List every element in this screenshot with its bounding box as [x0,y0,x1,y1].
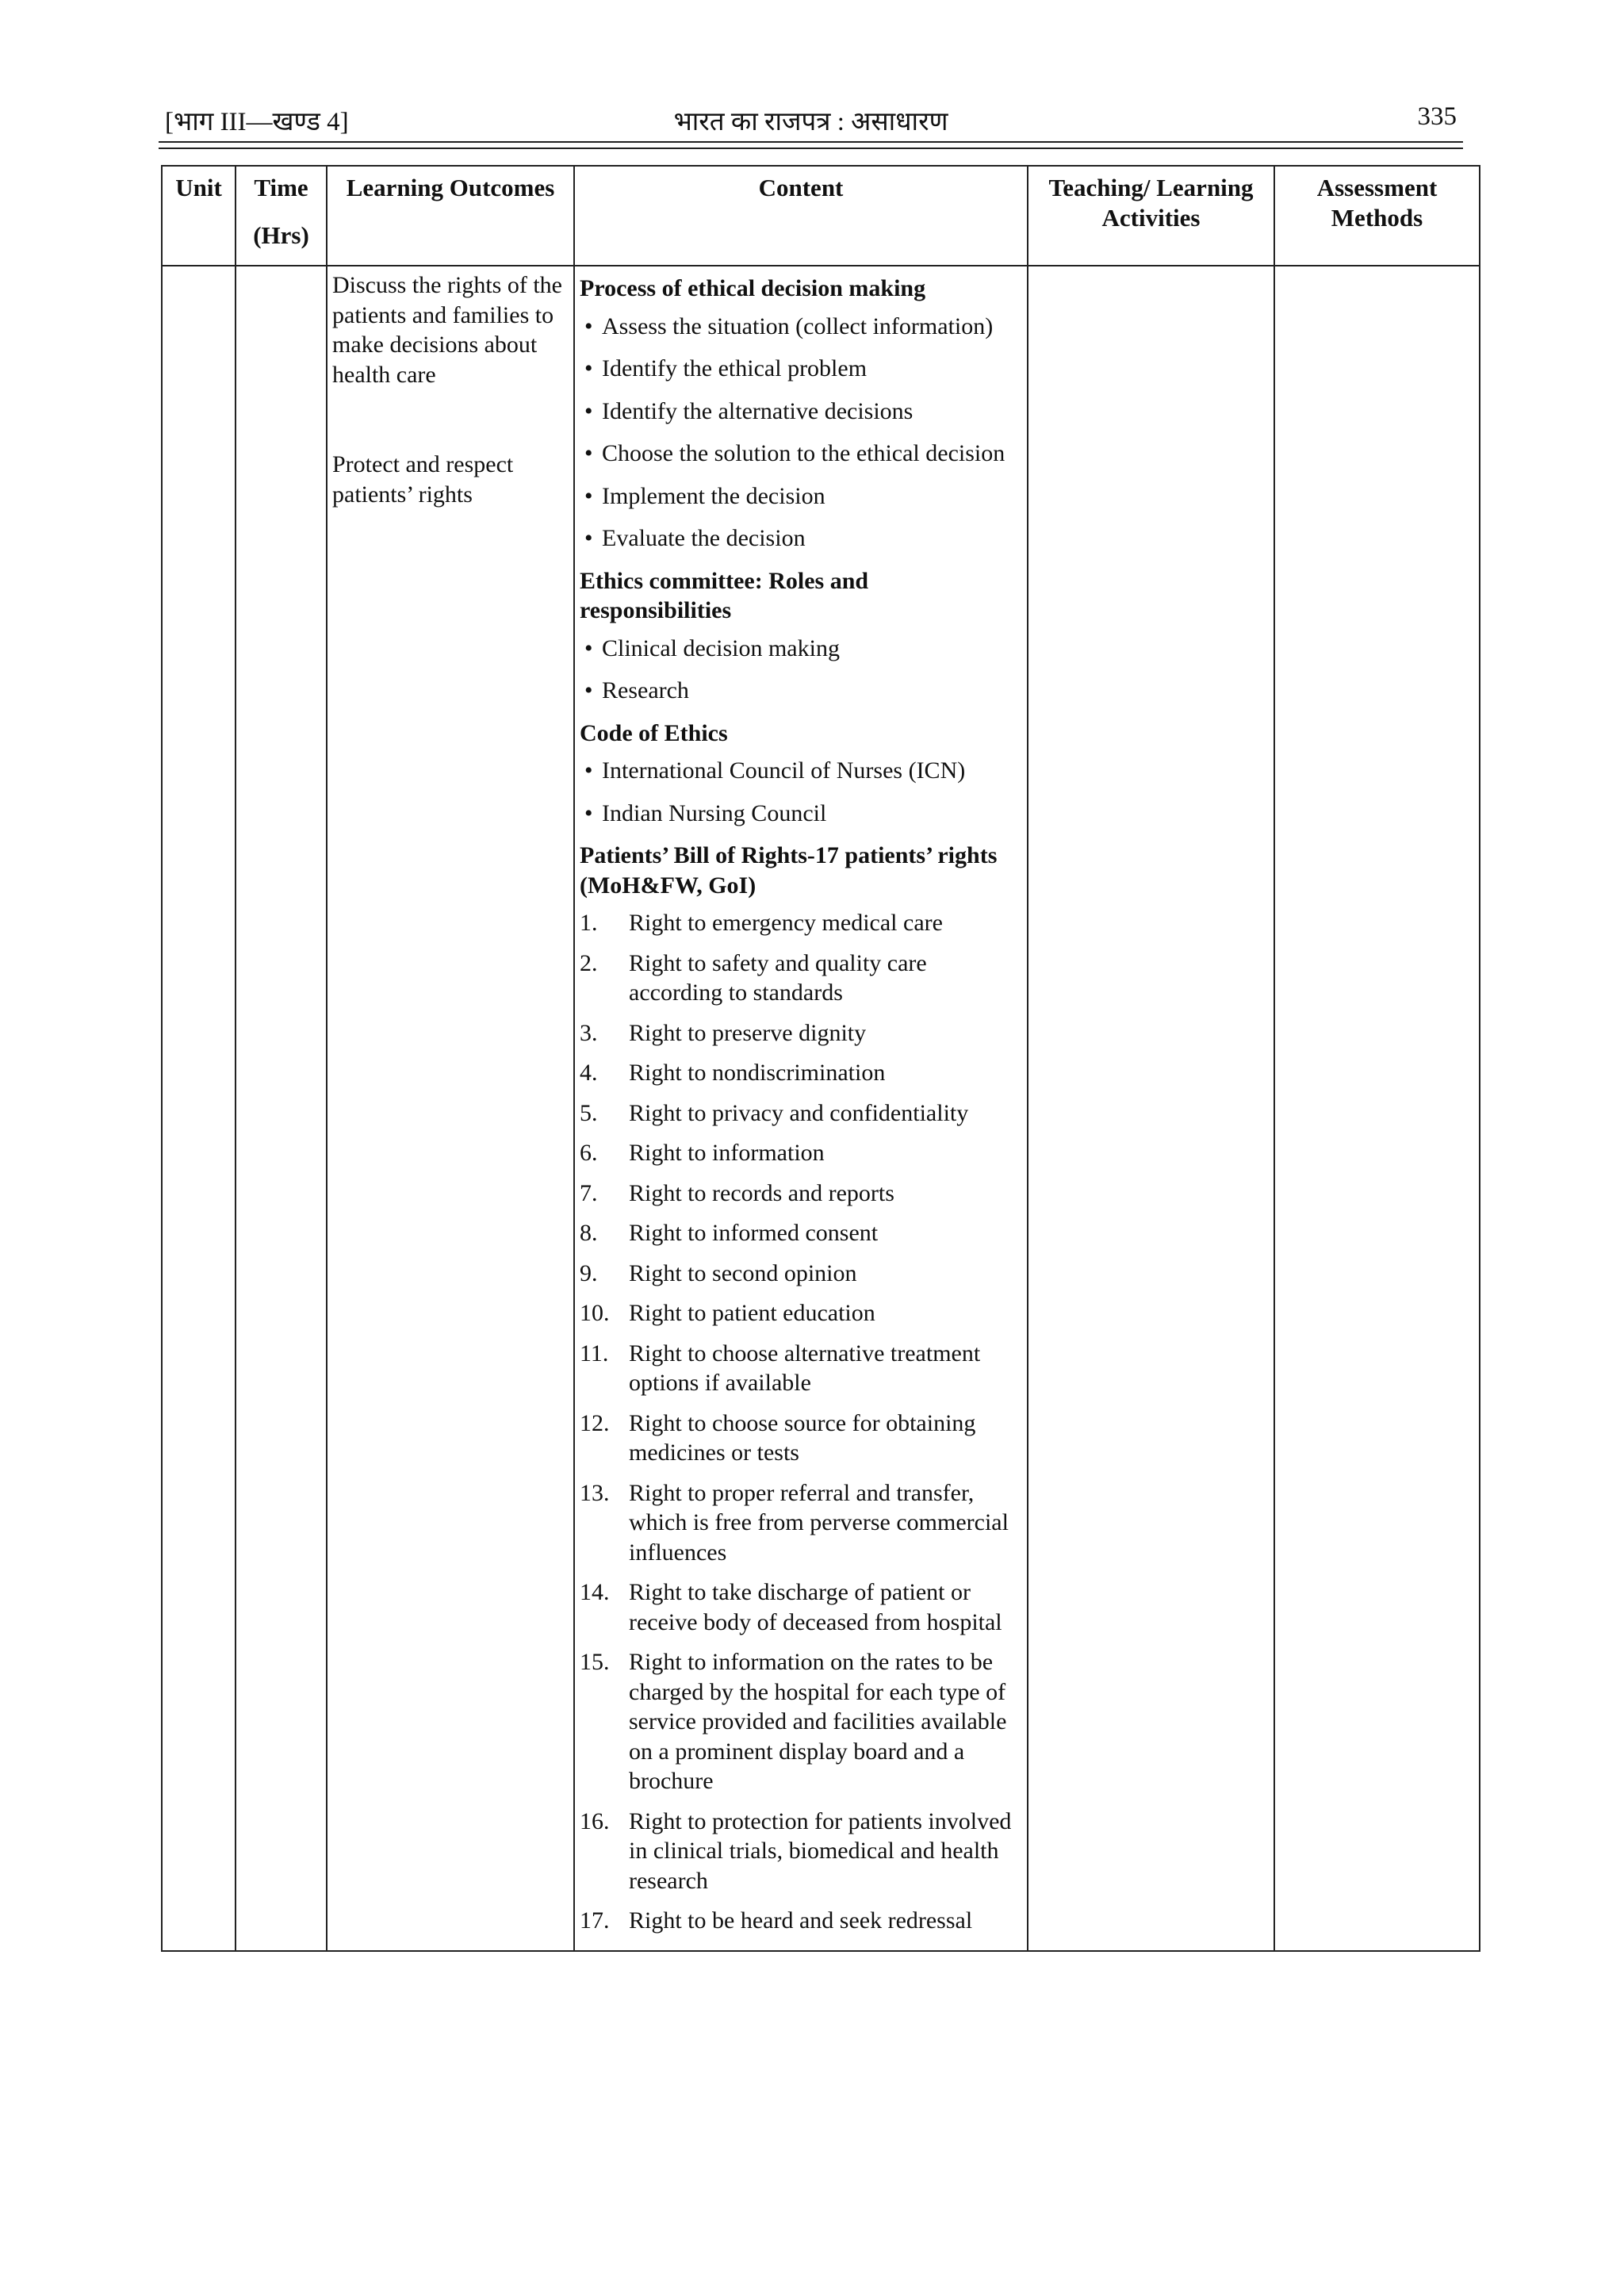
numbered-list-item [580,1018,1022,1048]
numbered-list-item [580,1807,1022,1896]
item-number: 10. [580,1300,610,1326]
numbered-list-item [580,1259,1022,1289]
item-text: Right to choose source for obtaining medicines or tests [629,1409,976,1466]
bullet-list [580,312,1022,554]
item-text: Right to proper referral and transfer, which is free from perverse commercial influences [629,1479,1009,1566]
numbered-list-item [580,1058,1022,1088]
list-item: • Identify the alternative decisions [580,397,1022,427]
teaching-learning-activities-cell [1028,266,1274,1951]
item-number: 7. [580,1179,598,1206]
assessment-methods-cell [1274,266,1480,1951]
numbered-list-item [580,1339,1022,1398]
unit-cell [162,266,236,1951]
numbered-list [580,908,1022,1936]
list-item: • Choose the solution to the ethical decision [580,439,1022,469]
list-item: • Evaluate the decision [580,523,1022,554]
list-item: • Research [580,676,1022,706]
syllabus-table [161,165,1480,1952]
time-unit-label: (Hrs) [253,221,309,249]
time-cell [236,266,327,1951]
item-text: Right to informed consent [629,1220,879,1246]
column-header-teaching-learning-activities: Teaching/ Learning Activities [1028,166,1274,266]
item-text: Right to information [629,1140,825,1166]
item-number: 3. [580,1019,598,1046]
item-number: 16. [580,1807,610,1834]
item-text: Right to patient education [629,1300,875,1326]
column-header-unit: Unit [162,166,236,266]
item-number: 14. [580,1579,610,1605]
header-rule-top [159,141,1463,143]
item-number: 8. [580,1220,598,1246]
item-number: 17. [580,1907,610,1934]
list-item: • International Council of Nurses (ICN) [580,756,1022,786]
numbered-list-item [580,1478,1022,1568]
numbered-list-item [580,1179,1022,1209]
item-number: 11. [580,1340,609,1366]
item-text: Right to nondiscrimination [629,1060,886,1086]
item-number: 5. [580,1099,598,1126]
learning-outcome: Discuss the rights of the patients and families to make decisions about health care [332,272,562,388]
item-text: Right to privacy and confidentiality [629,1099,969,1126]
numbered-list-item [580,1409,1022,1468]
item-text: Right to emergency medical care [629,910,943,936]
section-heading: Process of ethical decision making [580,275,926,301]
item-text: Right to information on the rates to be charged by the hospital for each type of service provided and facilities available on a prominent display board and a brochure [629,1649,1007,1794]
section-heading: Patients’ Bill of Rights-17 patients’ rights (MoH&FW, GoI) [580,842,998,899]
item-text: Right to take discharge of patient or receive body of deceased from hospital [629,1579,1002,1635]
page-header [159,99,1463,139]
column-header-assessment-methods: Assessment Methods [1274,166,1480,266]
header-rule-bottom [159,148,1463,149]
item-number: 1. [580,910,598,936]
gazette-part-label: [भाग III—खण्ड 4] [165,108,349,136]
section-heading: Ethics committee: Roles and responsibilities [580,567,869,623]
item-number: 4. [580,1060,598,1086]
item-text: Right to second opinion [629,1259,857,1286]
bullet-list [580,756,1022,828]
numbered-list-item [580,1577,1022,1637]
item-number: 2. [580,949,598,976]
item-number: 12. [580,1409,610,1436]
numbered-list-item [580,1098,1022,1129]
content-cell [574,266,1028,1951]
table-row [162,266,1480,1951]
item-number: 9. [580,1259,598,1286]
list-item: • Indian Nursing Council [580,799,1022,829]
page-number: 335 [1417,102,1457,131]
table-header-row [162,166,1480,266]
section-heading: Code of Ethics [580,719,728,746]
item-number: 13. [580,1479,610,1506]
item-text: Right to safety and quality care according to standards [629,949,927,1006]
numbered-list-item [580,1138,1022,1168]
list-item: • Clinical decision making [580,634,1022,664]
item-text: Right to preserve dignity [629,1019,867,1046]
item-text: Right to choose alternative treatment options if available [629,1340,981,1396]
item-text: Right to protection for patients involved in clinical trials, biomedical and health research [629,1807,1012,1894]
numbered-list-item [580,1298,1022,1328]
numbered-list-item [580,1218,1022,1248]
numbered-list-item [580,949,1022,1008]
item-text: Right to be heard and seek redressal [629,1907,973,1934]
learning-outcomes-cell [327,266,574,1951]
column-header-content: Content [574,166,1028,266]
numbered-list-item [580,1906,1022,1936]
column-header-learning-outcomes: Learning Outcomes [327,166,574,266]
item-number: 6. [580,1140,598,1166]
bullet-list [580,634,1022,706]
item-text: Right to records and reports [629,1179,894,1206]
numbered-list-item [580,1647,1022,1796]
numbered-list-item [580,908,1022,938]
list-item: • Assess the situation (collect information) [580,312,1022,342]
list-item: • Implement the decision [580,481,1022,512]
column-header-time: Time (Hrs) [236,166,327,266]
item-number: 15. [580,1649,610,1675]
learning-outcome: Protect and respect patients’ rights [332,451,514,508]
gazette-title: भारत का राजपत्र : असाधारण [673,108,948,136]
list-item: • Identify the ethical problem [580,354,1022,384]
